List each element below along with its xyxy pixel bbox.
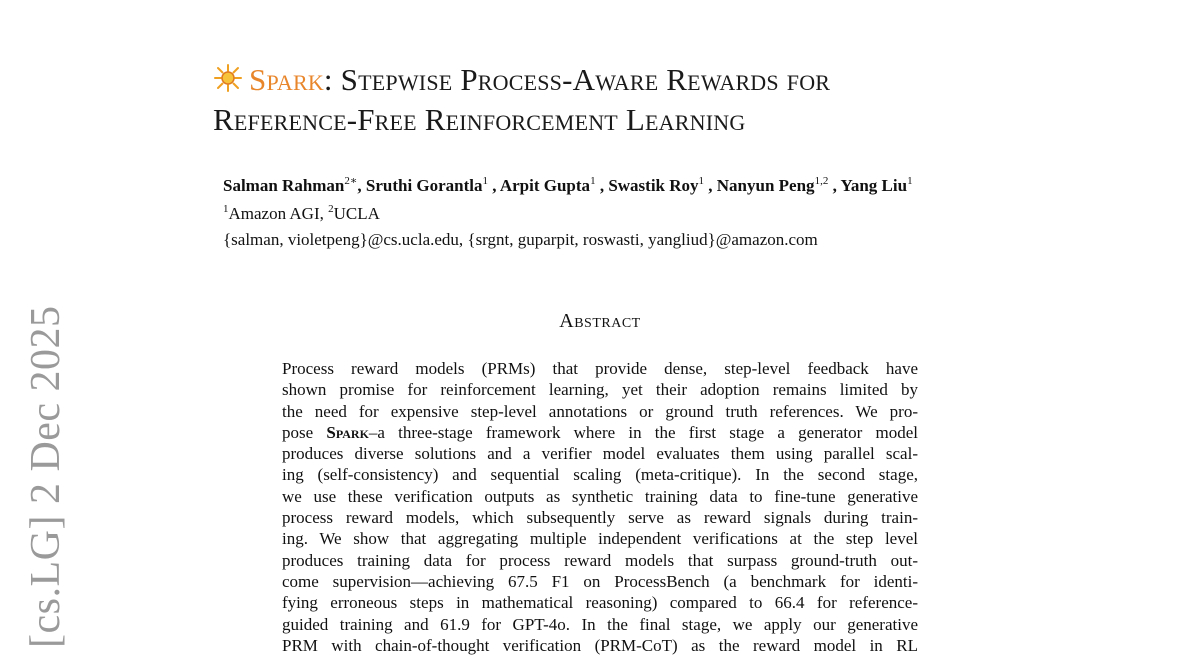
affil-sup: 2 (328, 203, 334, 215)
abstract-text: pose (282, 422, 327, 442)
title-line1: : Stepwise Process-Aware Rewards for (323, 62, 831, 97)
affil-ucla: UCLA (333, 204, 380, 223)
abstract-line: guided training and 61.9 for GPT-4o. In the final stage, we apply our generative (282, 614, 918, 634)
abstract-line: produces diverse solutions and a verifier model evaluates them using parallel scal- (282, 444, 918, 464)
author-name: Salman Rahman (223, 176, 345, 195)
title-spark-word: Spark (249, 62, 324, 97)
author-name: Sruthi Gorantla (365, 176, 483, 195)
author-name: Yang Liu (840, 176, 908, 195)
author-emails: {salman, violetpeng}@cs.ucla.edu, {srgnt, guparpit, roswasti, yangliud}@amazon.com (223, 230, 818, 249)
abstract-line: produces training data for process reward models that surpass ground-truth out- (282, 550, 918, 570)
abstract-text: –a three-stage framework where in the first stage a generator model (368, 422, 918, 442)
arxiv-side-stamp: [cs.LG] 2 Dec 2025 (23, 305, 69, 648)
author-affil-sup: 1 (590, 175, 596, 187)
abstract-line: we use these verification outputs as synthetic training data to fine-tune generative (282, 486, 918, 506)
affiliations (223, 203, 380, 224)
affil-sup: 1 (223, 203, 229, 215)
abstract-line: come supervision—achieving 67.5 F1 on ProcessBench (a benchmark for identi- (282, 571, 918, 591)
author-name: Nanyun Peng (716, 176, 815, 195)
abstract-spark-word: Spark (326, 422, 369, 442)
author-affil-sup: 1,2 (814, 175, 829, 187)
author-name: Swastik Roy (608, 176, 699, 195)
spark-icon (213, 63, 243, 93)
abstract-line: ing (self-consistency) and sequential scaling (meta-critique). In the second stage, (282, 465, 918, 485)
abstract-line: Process reward models (PRMs) that provide dense, step-level feedback have (282, 359, 918, 378)
abstract-line: the need for expensive step-level annotations or ground truth references. We pro- (282, 401, 918, 421)
author-affil-sup: 2∗ (344, 175, 358, 187)
author-list: Salman Rahman$^{2∗}$, Sruthi Gorantla$^1$ , Arpit Gupta$^1$ , Swastik Roy$^1$ , Nanyun Peng$^{1,2}$ , Yang Liu$^1$ (223, 175, 913, 195)
abstract-line (282, 422, 918, 443)
affil-amazon: Amazon AGI, (228, 204, 329, 223)
author-affil-sup: 1 (698, 175, 705, 187)
abstract-line: fying erroneous steps in mathematical reasoning) compared to 66.4 for reference- (282, 593, 918, 613)
abstract-heading: Abstract (559, 310, 641, 332)
abstract-body (282, 358, 918, 656)
abstract-line: PRM with chain-of-thought verification (PRM-CoT) as the reward model in RL (282, 635, 918, 655)
abstract-line: ing. We show that aggregating multiple independent verifications at the step level (282, 529, 918, 549)
author-affil-sup: 1 (482, 175, 489, 187)
author-name: Arpit Gupta (499, 176, 591, 195)
title-line2: Reference-Free Reinforcement Learning (213, 102, 746, 137)
paper-title (213, 60, 1153, 140)
abstract-line: shown promise for reinforcement learning, yet their adoption remains limited by (282, 380, 918, 400)
abstract-line: process reward models, which subsequently serve as reward signals during train- (282, 508, 918, 528)
author-affil-sup: 1 (907, 175, 913, 187)
